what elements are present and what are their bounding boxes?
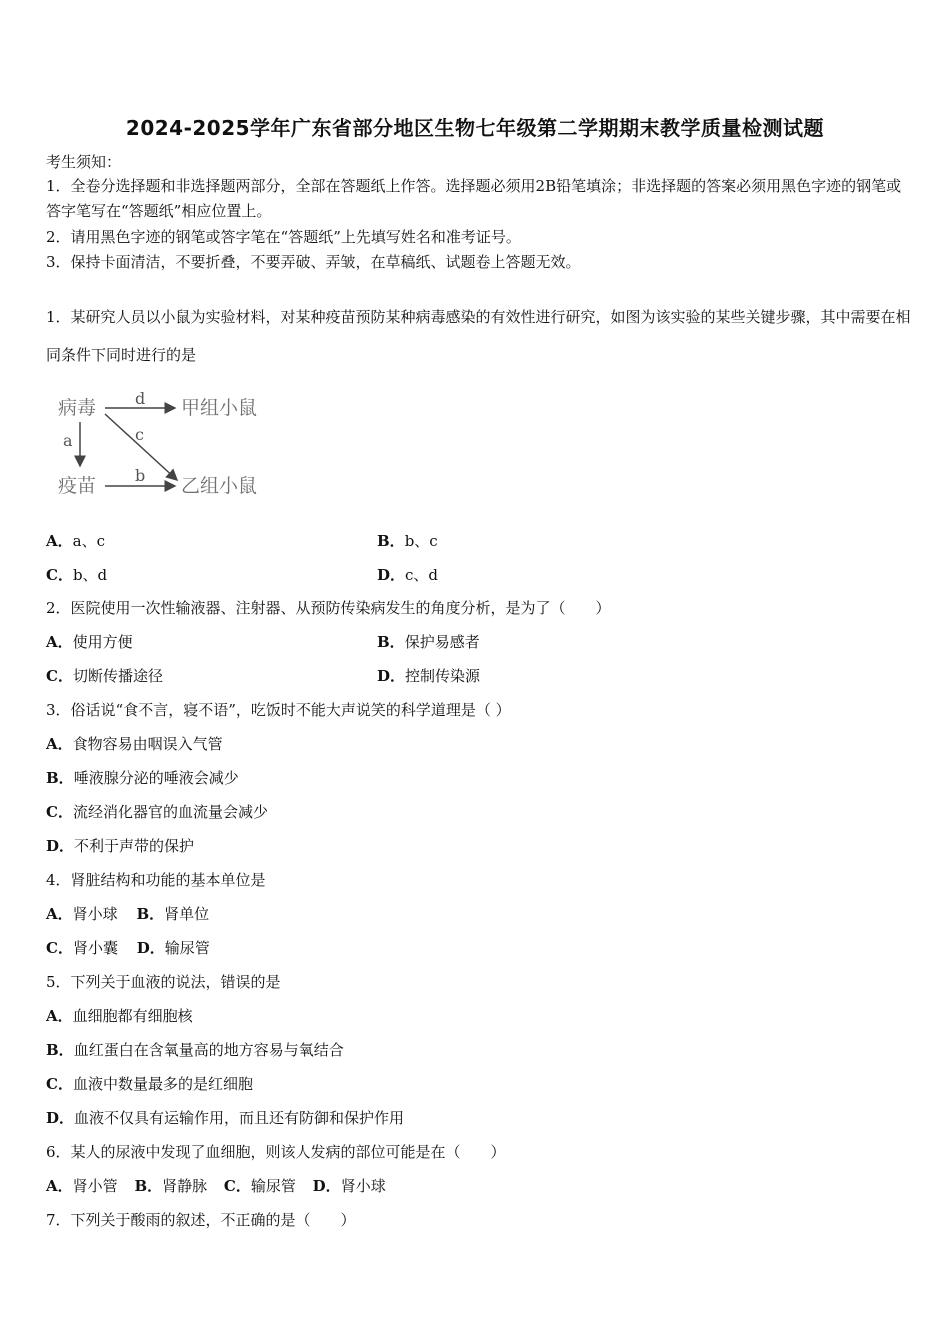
q2-option-a[interactable] — [46, 632, 133, 652]
option-letter: D． — [312, 1177, 341, 1195]
q6-option-c[interactable] — [224, 1177, 296, 1195]
notice-item-1: 1．全卷分选择题和非选择题两部分，全部在答题纸上作答。选择题必须用2B铅笔填涂；非选择题的答案必须用黑色字迹的钢笔或答字笔写在“答题纸”相应位置上。 — [46, 177, 902, 220]
q4-option-a[interactable] — [46, 905, 118, 923]
option-text: 血细胞都有细胞核 — [72, 1007, 193, 1025]
q1-option-a[interactable] — [46, 531, 105, 551]
option-text: 输尿管 — [164, 939, 210, 957]
q1-option-b[interactable] — [377, 531, 438, 551]
option-text: 唾液腺分泌的唾液会减少 — [73, 769, 239, 787]
diagram-vaccine-label: 疫苗 — [58, 475, 97, 497]
option-text: 肾小囊 — [72, 939, 118, 957]
q1-option-c[interactable] — [46, 565, 107, 585]
q4-option-c[interactable] — [46, 939, 118, 957]
q1-diagram-svg — [55, 388, 275, 503]
diagram-group-a-label: 甲组小鼠 — [181, 397, 258, 419]
option-letter: C． — [46, 803, 73, 821]
option-text: 流经消化器官的血流量会减少 — [72, 803, 268, 821]
option-text: 切断传播途径 — [72, 667, 163, 685]
option-text: 食物容易由咽误入气管 — [72, 735, 223, 753]
option-letter: C． — [46, 667, 73, 685]
option-text: 肾小球 — [72, 905, 118, 923]
arrow-c-label: c — [135, 425, 144, 444]
q6-option-d[interactable] — [313, 1177, 386, 1195]
q4-stem: 4．肾脏结构和功能的基本单位是 — [46, 871, 266, 889]
q6-options-row — [46, 1176, 386, 1196]
option-letter: A． — [46, 735, 73, 753]
option-letter: A． — [46, 905, 73, 923]
q3-option-b[interactable] — [46, 768, 239, 788]
q3-stem: 3．俗话说“食不言，寝不语”，吃饭时不能大声说笑的科学道理是（ ） — [46, 701, 511, 719]
option-letter: B． — [46, 1041, 74, 1059]
option-letter: B． — [377, 532, 405, 550]
q5-option-c[interactable] — [46, 1074, 253, 1094]
q4-options-row-2 — [46, 938, 210, 958]
option-text: 血液中数量最多的是红细胞 — [72, 1075, 253, 1093]
q6-option-a[interactable] — [46, 1177, 118, 1195]
option-text: 不利于声带的保护 — [74, 837, 195, 855]
option-text: a、c — [72, 532, 105, 550]
q3-option-d[interactable] — [46, 836, 194, 856]
option-text: 肾小球 — [340, 1177, 386, 1195]
option-letter: B． — [136, 905, 165, 923]
q3-option-c[interactable] — [46, 802, 268, 822]
q1-stem: 1．某研究人员以小鼠为实验材料，对某种疫苗预防某种病毒感染的有效性进行研究，如图为该实验的某些关键步骤，其中需要在相同条件下同时进行的是 — [46, 308, 911, 364]
q6-option-b[interactable] — [134, 1177, 207, 1195]
option-letter: A． — [46, 1007, 73, 1025]
notice-heading: 考生须知： — [46, 153, 122, 171]
option-text: 肾单位 — [164, 905, 210, 923]
q3-option-a[interactable] — [46, 734, 223, 754]
option-text: 血液不仅具有运输作用，而且还有防御和保护作用 — [74, 1109, 405, 1127]
option-text: 控制传染源 — [405, 667, 481, 685]
page-title: 2024-2025学年广东省部分地区生物七年级第二学期期末教学质量检测试题 — [125, 116, 825, 140]
option-letter: C． — [46, 939, 73, 957]
q4-option-b[interactable] — [136, 905, 209, 923]
q2-option-b[interactable] — [377, 632, 480, 652]
option-letter: B． — [134, 1177, 163, 1195]
option-letter: A． — [46, 633, 73, 651]
q1-option-d[interactable] — [377, 565, 438, 585]
q5-option-a[interactable] — [46, 1006, 193, 1026]
option-text: 血红蛋白在含氧量高的地方容易与氧结合 — [73, 1041, 344, 1059]
q2-stem: 2．医院使用一次性输液器、注射器、从预防传染病发生的角度分析，是为了（ ） — [46, 599, 611, 617]
arrow-a-label: a — [63, 431, 73, 450]
option-text: 输尿管 — [250, 1177, 296, 1195]
option-letter: C． — [223, 1177, 251, 1195]
option-text: 保护易感者 — [404, 633, 480, 651]
option-letter: D． — [377, 566, 406, 584]
notice-item-2: 2．请用黑色字迹的钢笔或答字笔在“答题纸”上先填写姓名和准考证号。 — [46, 228, 521, 246]
q5-option-b[interactable] — [46, 1040, 344, 1060]
option-text: 使用方便 — [72, 633, 133, 651]
option-text: c、d — [405, 566, 439, 584]
option-letter: D． — [46, 1109, 75, 1127]
q2-option-d[interactable] — [377, 666, 480, 686]
option-letter: C． — [46, 1075, 73, 1093]
diagram-virus-label: 病毒 — [58, 397, 97, 419]
option-letter: B． — [377, 633, 405, 651]
q6-stem: 6．某人的尿液中发现了血细胞，则该人发病的部位可能是在（ ） — [46, 1143, 506, 1161]
arrow-b-label: b — [135, 466, 146, 485]
option-letter: A． — [46, 532, 73, 550]
option-text: 肾小管 — [72, 1177, 118, 1195]
notice-item-3: 3．保持卡面清洁，不要折叠，不要弄破、弄皱，在草稿纸、试题卷上答题无效。 — [46, 253, 581, 271]
q5-stem: 5．下列关于血液的说法，错误的是 — [46, 973, 281, 991]
option-letter: D． — [377, 667, 406, 685]
option-text: b、c — [404, 532, 438, 550]
option-letter: A． — [46, 1177, 73, 1195]
option-letter: B． — [46, 769, 74, 787]
q7-stem: 7．下列关于酸雨的叙述，不正确的是（ ） — [46, 1211, 356, 1229]
option-letter: D． — [46, 837, 75, 855]
q4-option-d[interactable] — [137, 939, 210, 957]
option-text: b、d — [72, 566, 108, 584]
q5-option-d[interactable] — [46, 1108, 404, 1128]
option-text: 肾静脉 — [162, 1177, 208, 1195]
option-letter: C． — [46, 566, 73, 584]
q4-options-row-1 — [46, 904, 209, 924]
option-letter: D． — [136, 939, 165, 957]
diagram-group-b-label: 乙组小鼠 — [181, 475, 258, 497]
q2-option-c[interactable] — [46, 666, 163, 686]
arrow-d-label: d — [135, 389, 146, 408]
q1-diagram — [55, 388, 275, 503]
